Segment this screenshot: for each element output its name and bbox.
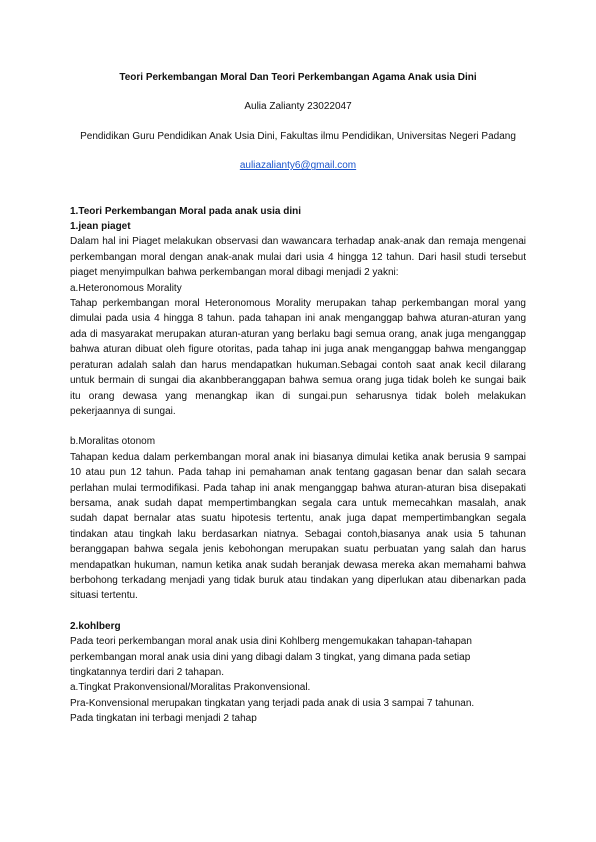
document-title: Teori Perkembangan Moral Dan Teori Perkembangan Agama Anak usia Dini <box>119 72 477 83</box>
paragraph-gap <box>70 604 526 619</box>
section-2-a-text1: Pra-Konvensional merupakan tingkatan yang terjadi pada anak di usia 3 sampai 7 tahunan. <box>70 697 475 709</box>
affiliation-line: Pendidikan Guru Pendidikan Anak Usia Dini, Fakultas ilmu Pendidikan, Universitas Negeri Padang <box>80 130 516 142</box>
author-line: Aulia Zalianty 23022047 <box>244 101 352 113</box>
section-2-heading: 2.kohlberg <box>70 620 121 632</box>
section-1-heading: 1.Teori Perkembangan Moral pada anak usia dini <box>70 205 301 217</box>
email-link-wrapper <box>70 158 526 173</box>
section-1-b-label: b.Moralitas otonom <box>70 436 156 448</box>
section-1-intro: Dalam hal ini Piaget melakukan observasi dan wawancara terhadap anak-anak dan remaja mengenai perkembangan moral dengan anak-anak mulai dari usia 4 hingga 12 tahun. Dari hasil studi tersebut piaget menyimpulkan bahwa perkembangan moral dibagi menjadi 2 yakni: <box>70 236 526 279</box>
section-1-a-text: Tahap perkembangan moral Heteronomous Morality merupakan tahap perkembangan moral yang dimulai pada usia 4 hingga 8 tahun. pada tahapan ini anak menganggap bahwa aturan-aturan yang ada di masyarakat merupakan aturan-aturan yang berlaku bagi semua orang, anak juga menganggap bahwa aturan dibuat oleh figure otoritas, pada tahap ini juga anak menganggap bahwa menganggap peraturan adalah salah dan harus mendapatkan hukuman.Sebagai contoh saat anak kecil dilarang untuk bermain di sungai dia akanbberanggapan bahwa semua orang juga tidak boleh ke sungai baik itu orang dewasa yang menangkap ikan di sungai.pun seharusnya tidak boleh melakukan pekerjaannya di sungai. <box>70 298 526 417</box>
section-2-intro: Pada teori perkembangan moral anak usia dini Kohlberg mengemukakan tahapan-tahapan perkembangan moral anak usia dini yang dibagi dalam 3 tingkat, yang dimana pada setiap tingkatannya terdiri dari 2 tahapan. <box>70 636 472 678</box>
email-link[interactable]: auliazalianty6@gmail.com <box>239 160 357 172</box>
paragraph-gap <box>70 419 526 434</box>
section-2-a-text2: Pada tingkatan ini terbagi menjadi 2 tahap <box>70 713 257 725</box>
section-1-a-label: a.Heteronomous Morality <box>70 282 182 294</box>
section-1-b-text: Tahapan kedua dalam perkembangan moral anak ini biasanya dimulai ketika anak berusia 9 sampai 10 atau pun 12 tahun. Pada tahap ini pemahaman anak tentang gagasan benar dan salah secara perlahan mulai termodifikasi. Pada tahap ini anak menganggap bahwa aturan-aturan bisa disepakati bersama, anak sudah dapat mempertimbangkan segala cara untuk memecahkan masalah, anak sudah dapat bernalar atas suatu hipotesis tertentu, anak juga dapat mempertimbangkan segala tindakan atau tingkah laku berdasarkan niatnya. Sebagai contoh,biasanya anak usia 5 tahunan beranggapan bahwa segala jenis kebohongan merupakan suatu perbuatan yang salah dan harus mendapatkan hukuman, namun ketika anak sudah beranjak dewasa mereka akan memahami bahwa berbohong terkadang menjadi yang tidak buruk atau tindakan yang diperlukan atau dibenarkan pada situasi tertentu. <box>70 451 526 602</box>
section-2-a-label: a.Tingkat Prakonvensional/Moralitas Prakonvensional. <box>70 682 311 694</box>
section-1-subheading: 1.jean piaget <box>70 221 131 233</box>
